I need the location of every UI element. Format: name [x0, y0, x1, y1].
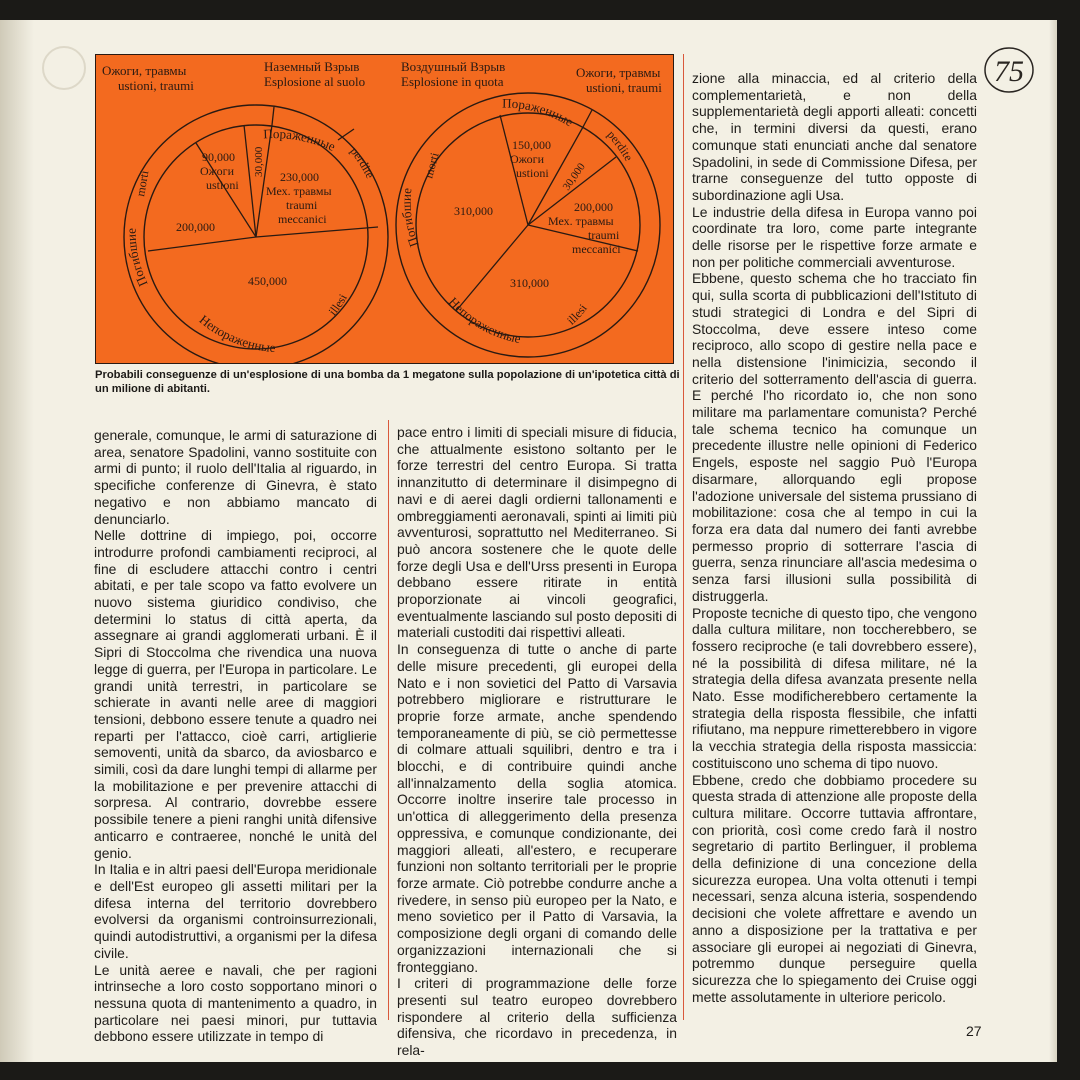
- right-ring-dead-ru: Погибшие: [398, 187, 422, 250]
- right-dead-value: 310,000: [454, 204, 493, 218]
- punch-hole-mark: [42, 46, 86, 90]
- left-slice-line: [148, 237, 256, 251]
- page-edge-shadow: [1049, 20, 1057, 1062]
- left-ring-bottom-it: illesi: [325, 291, 350, 319]
- left-mid-value: 30,000: [253, 146, 265, 177]
- handwritten-number: 75: [994, 55, 1024, 88]
- text-column-1: [94, 427, 377, 1045]
- left-ring-dead-ru: Погибшие: [123, 228, 151, 289]
- paragraph: Ebbene, credo che dobbiamo procedere su questa strada di attenzione alle proposte della cultura militare. Occorre tuttavia affrontare, con priorità, così come credo farà il nostro segretario di partito Berlinguer, il problema della definizione di una concezione della sicurezza europea. Una volta ottenuti i tempi necessari, senza alcuna isteria, sospendendo decisioni che volete affrettare e avendo un anno a disposizione per la trattativa e per associare gli europei ai negoziati di Ginevra, potremmo dunque perseguire quella sicurezza che lo spiegamento dei Cruise oggi mette assolutamente in ulteriore pericolo.: [692, 771, 977, 1005]
- right-mid-value: 30,000: [560, 161, 588, 193]
- left-ring-divider: [338, 129, 354, 140]
- left-mech-value: 230,000: [280, 170, 319, 184]
- page-number: 27: [966, 1023, 982, 1039]
- right-ring-bottom-it: illesi: [564, 301, 590, 328]
- left-mech-it1: traumi: [286, 198, 318, 212]
- right-corner-it: ustioni, traumi: [586, 80, 662, 95]
- figure-caption: Probabili conseguenze di un'esplosione di una bomba da 1 megatone sulla popolazione di un'ipotetica città di un milione di abitanti.: [95, 369, 680, 395]
- left-slice-line: [256, 227, 378, 237]
- right-ring-bottom-ru: Непораженные: [445, 294, 523, 347]
- left-dead-value: 200,000: [176, 220, 215, 234]
- right-burns-it: ustioni: [516, 166, 549, 180]
- text-column-2: [397, 424, 677, 1059]
- handwritten-page-mark: [980, 40, 1038, 98]
- left-burns-ru: Ожоги: [200, 164, 235, 178]
- pie-charts-svg: [96, 55, 674, 364]
- left-type-it: Esplosione al suolo: [264, 74, 366, 89]
- left-type-ru: Наземный Взрыв: [264, 59, 360, 74]
- right-mech-it1: traumi: [588, 228, 620, 242]
- paragraph: Proposte tecniche di questo tipo, che vengono dalla cultura militare, non toccherebbero, se fossero reciproche (e tali dovrebbero essere), né la possibilità di difesa militare, né la strategia della difesa avanzata presente nella Nato. Esse modificherebbero certamente la strategia della risposta flessibile, che infatti rifiutano, ma neppure rimetterebbero in vigore la vecchia strategia della risposta massiccia: costituiscono uno schema di tipo nuovo.: [692, 604, 977, 771]
- right-burns-ru: Ожоги: [510, 152, 545, 166]
- text-column-3: [692, 70, 977, 1005]
- paragraph: In conseguenza di tutte o anche di parte delle misure precedenti, gli europei della Nato e i non sovietici del Patto di Varsavia potrebbero migliorare e ristrutturare le proprie forze armate, anche spendendo temporaneamente di più, se ciò permettesse di colmare attuali squilibri, dentro e tra i blocchi, e di contribuire quindi anche all'innalzamento della soglia atomica. Occorre inoltre inserire tale processo in un'ottica di alleggerimento della presenza oppressiva, e comunque condizionante, dei maggiori alleati, all'estero, e recuperare funzioni non soltanto territoriali per le proprie forze armate. Ciò potrebbe condurre anche a rivedere, in senso più europeo per la Nato, e meno sovietico per il Patto di Varsavia, la composizione degli organi di comando delle organizzazioni internazionali che si fronteggiano.: [397, 641, 677, 975]
- paragraph: Ebbene, questo schema che ho tracciato fin qui, sulla scorta di pubblicazioni dell'Istituto di studi strategici di Londra e del Sipri di Stoccolma, deve essere inteso come reciproco, allo scopo di gestire nella pace e nella distensione l'inimicizia, secondo il criterio del sotterramento dell'ascia di guerra. E perché l'ho ricordato io, che non sono militare ma parlamentare comunista? Perché tale schema tecnico ha comunque un precedente illustre nelle opinioni di Federico Engels, esposte nel saggio Può l'Europa disarmare, allorquando egli propose l'adozione universale del sistema prussiano di mobilitazione: cosa che al tempo in cui la forza era data dal numero dei fanti avrebbe permesso proprio di sotterrare l'ascia di guerra, senza rinunciare all'ascia medesima o senza farsi illusioni sulla possibilità di distruggerla.: [692, 270, 977, 604]
- left-ring-bottom-ru: Непораженные: [196, 311, 277, 356]
- left-slice-line: [256, 125, 272, 237]
- left-mech-it2: meccanici: [278, 212, 327, 226]
- left-ring-dead-it: morti: [133, 169, 152, 198]
- paragraph: pace entro i limiti di speciali misure di fiducia, che attualmente esistono soltanto per le forze terrestri del centro Europa. Si tratta innanzitutto di determinare il disimpegno di navi e di aerei dagli ordierni tallonamenti e ombreggiamenti aeronavali, spinti ai limiti più avventurosi, soprattutto nel Mediterraneo. Si può ancora sostenere che le quote delle forze degli Usa e dell'Urss presenti in Europa debbano essere ritirate in entità proporzionate ai vincoli geografici, eventualmente lasciando sul posto depositi di materiali custoditi dai rispettivi alleati.: [397, 424, 677, 641]
- right-mech-ru: Мех. травмы: [548, 214, 614, 228]
- paragraph: I criteri di programmazione delle forze presenti sul teatro europeo dovrebbero rispondere al criterio della sufficienza difensiva, che ricordavo in precedenza, in rela-: [397, 975, 677, 1059]
- right-slice-line: [456, 225, 528, 311]
- paragraph: Nelle dottrine di impiego, poi, occorre introdurre profondi cambiamenti reciproci, al fine di escludere attacchi contro i centri abitati, e per tale scopo va fatto evolvere un nuovo sistema giuridico condiviso, che determini lo status di città aperta, da assegnare ai grandi agglomerati urbani. È il Sipri di Stoccolma che rivendica una nuova legge di guerra, per l'Europa in particolare. Le grandi unità terrestri, in particolare se schierate in avanti nelle aree di maggiori tensioni, debbono essere tenute a quadro nei reparti per l'attacco, cioè carri, artiglierie semoventi, unità da sbarco, da aviosbarco e simili, così da dare lunghi tempi di allarme per la mobilitazione e per prevenire attacchi di sorpresa. Al contrario, dovrebbe essere possibile tenere a pieni ranghi unità difensive anticarro e contraeree, nonché le unità del genio.: [94, 527, 377, 861]
- paragraph: Le unità aeree e navali, che per ragioni intrinseche a loro costo sopportano minori o nessuna quota di mantenimento a quadro, in particolare nei paesi minori, pur tuttavia debbono essere utilizzate in tempo di: [94, 961, 377, 1045]
- left-mech-ru: Мех. травмы: [266, 184, 332, 198]
- right-unhurt-value: 310,000: [510, 276, 549, 290]
- paragraph: In Italia e in altri paesi dell'Europa meridionale e dell'Est europeo gli assetti militari per la difesa interna del territorio dovrebbero evolversi da organismi controinsurrezionali, quindi autodistruttivi, a organismi per la difesa civile.: [94, 861, 377, 961]
- right-ring-dead-it: morti: [421, 151, 442, 180]
- right-corner-ru: Ожоги, травмы: [576, 65, 661, 80]
- pie-charts-figure: [95, 54, 674, 364]
- right-burns-value: 150,000: [512, 138, 551, 152]
- right-ring-divider: [583, 110, 592, 127]
- right-ring-top: Пораженные: [502, 95, 577, 130]
- right-mech-it2: meccanici: [572, 242, 621, 256]
- left-corner-it: ustioni, traumi: [118, 78, 194, 93]
- column-rule-1: [388, 420, 389, 1020]
- binding-shadow: [0, 20, 34, 1062]
- right-ring-perdite: perdite: [604, 127, 636, 164]
- right-mech-value: 200,000: [574, 200, 613, 214]
- left-ring-top: Пораженные: [263, 126, 338, 154]
- left-ring-divider: [272, 107, 274, 125]
- column-rule-2: [683, 54, 684, 1020]
- right-type-it: Esplosione in quota: [401, 74, 504, 89]
- left-unhurt-value: 450,000: [248, 274, 287, 288]
- left-burns-value: 90,000: [202, 150, 235, 164]
- left-ring-perdite: perdite: [347, 144, 378, 181]
- left-burns-it: ustioni: [206, 178, 239, 192]
- paragraph: zione alla minaccia, ed al criterio della complementarietà, e non della supplementarietà degli apporti alleati: concetti che, in termini diversi da questi, erano comunque stati enunciati anche dal senatore Spadolini, in sede di Commissione Difesa, per trarne conseguenze del tutto opposte di subordinazione agli Usa.: [692, 70, 977, 203]
- paragraph: generale, comunque, le armi di saturazione di area, senatore Spadolini, vanno sostituite con armi di punto; il ruolo dell'Italia al riguardo, in specifiche conferenze di Ginevra, è stato negativo e non abbiamo mancato di denunciarlo.: [94, 427, 377, 527]
- left-corner-ru: Ожоги, травмы: [102, 63, 187, 78]
- right-type-ru: Воздушный Взрыв: [401, 59, 506, 74]
- paragraph: Le industrie della difesa in Europa vanno poi coordinate tra loro, come parte integrante delle risorse per le rispettive forze armate e non per politiche commerciali avventurose.: [692, 203, 977, 270]
